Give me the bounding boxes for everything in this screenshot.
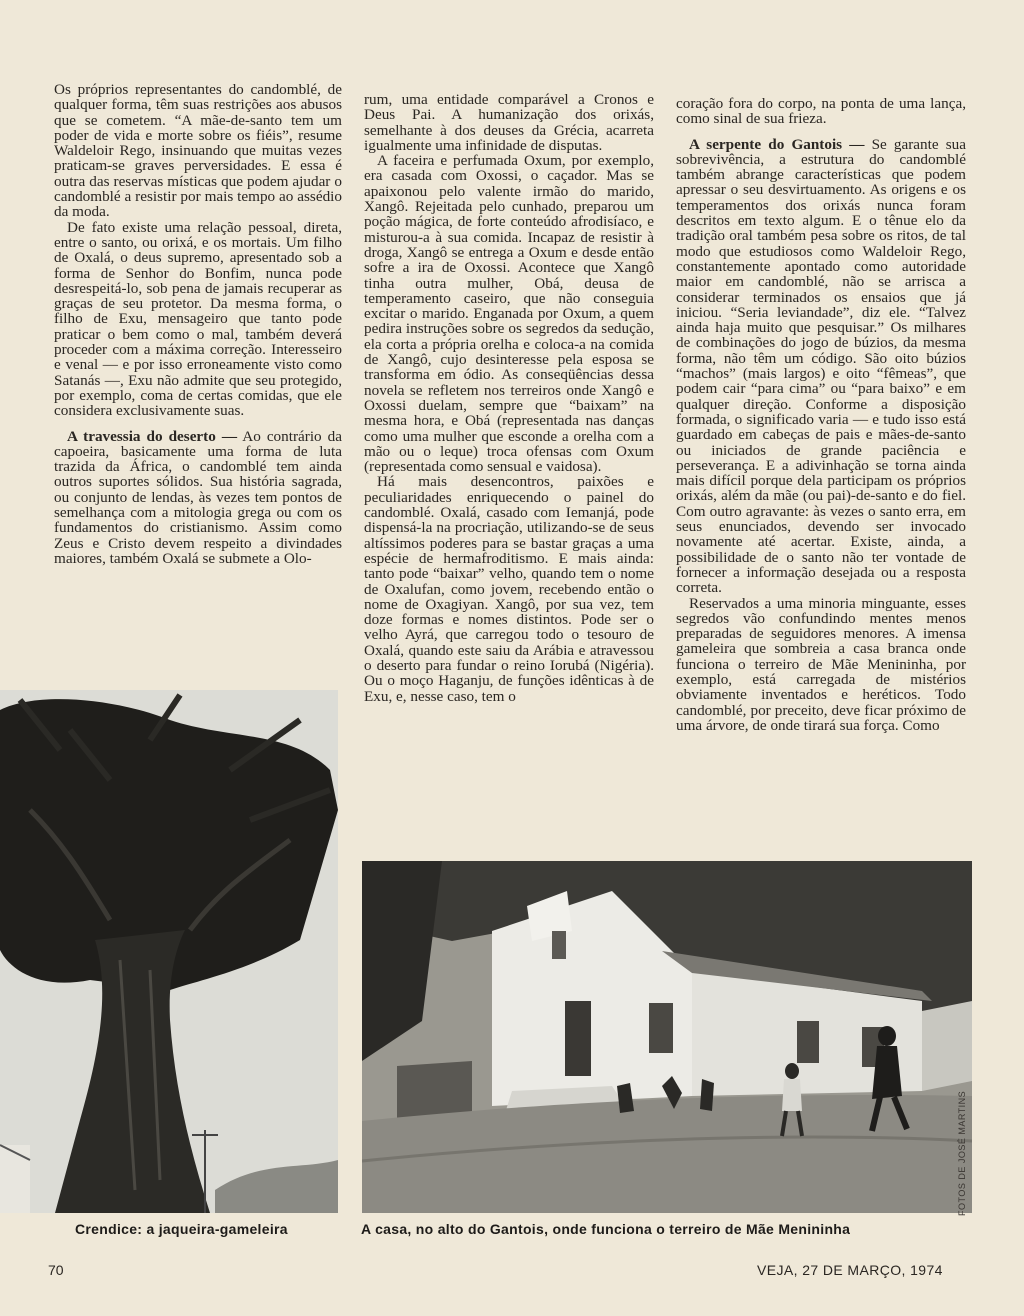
photo-credit: FOTOS DE JOSÉ MARTINS <box>957 1090 967 1216</box>
section-subhead: A serpente do Gantois — <box>689 135 865 153</box>
text-column-1 <box>54 82 342 566</box>
paragraph: A faceira e perfumada Oxum, por exemplo, era casada com Oxossi, o caçador. Mas se apaixonou pelo valente irmão do marido, Xangô. Rejeitada pelo cunhado, preparou um poção mágica, de forte conteúdo afrodisíaco, e misturou-a à sua comida. Incapaz de resistir à droga, Xangô se entrega a Oxum e desde então sofre a ira de Oxossi. Acontece que Xangô tinha outra mulher, Obá, deusa de temperamento caseiro, que não conseguia excitar o marido. Enganada por Oxum, a quem pedira instruções sobre os segredos da sedução, ela corta a própria orelha e coloca-a na comida de Xangô, cujo desinteresse pela esposa se transforma em ódio. As conseqüências dessa novela se refletem nos terreiros onde Xangô e Oxossi duelam, sempre que “baixam” na mesma hora, e Obá (representada nas danças como uma mulher que esconde a orelha com a mão ou o leque) troca ofensas com Oxum (representada como sensual e vaidosa). <box>364 152 654 476</box>
paragraph: Há mais desencontros, paixões e peculiaridades enriquecendo o painel do candomblé. Oxalá, casado com Iemanjá, pode dispensá-la na procriação, utilizando-se de seus altíssimos poderes para se bastar graças a uma espécie de hermafroditismo. E mais ainda: tanto pode “baixar” velho, quando tem o nome de Oxalufan, como jovem, recebendo então o nome de Oxagiyan. Xangô, por sua vez, tem doze formas e nomes distintos. Pode ser o velho Ayrá, que carregou todo o tesouro de Oxalá, quando este saiu da Arábia e atravessou o deserto para fundar o reino Iorubá (Nigéria). Ou o moço Haganju, de funções idênticas à de Exu, e, nesse caso, tem o <box>364 473 654 705</box>
tree-illustration <box>0 690 338 1213</box>
paragraph-with-subhead <box>676 137 966 596</box>
house-illustration <box>362 861 972 1213</box>
paragraph: rum, uma entidade comparável a Cronos e Deus Pai. A humanização dos orixás, semelhante à dos deuses da Grécia, acarreta igualmente uma infinidade de disputas. <box>364 91 654 154</box>
tree-photo <box>0 690 338 1213</box>
paragraph-text: Se garante sua sobrevivência, a estrutura do candomblé também abrange características que podem apressar o seu desvirtuamento. As origens e os temperamentos dos orixás nunca foram descritos em texto algum. E o tênue elo da tradição oral também pesa sobre os ritos, de tal modo que estudiosos como Waldeloir Rego, constantemente apontado como autoridade maior em candomblé, não se arrisca a considerar terminados os ensaios que já iniciou. “Seria leviandade”, diz ele. “Talvez ainda haja muito que pesquisar.” Os milhares de combinações do jogo de búzios, da mesma forma, não têm um código. São oito búzios “machos” (mais largos) e oito “fêmeas”, que podem cair “para cima” ou “para baixo” e em qualquer direção. Conforme a disposição formada, o significado varia — e tudo isso está guardado em cabeças de pais e mães-de-santo ou iniciados de grande paciência e perseverança. E a adivinhação se torna ainda mais difícil porque dela participam os próprios orixás, além da mãe (ou pai)-de-santo e do fiel. Com outro agravante: às vezes o santo erra, em seus enunciados, devendo ser invocado novamente até acertar. Existe, ainda, a possibilidade de o santo não ter vontade de fornecer a informação desejada ou a resposta correta. <box>676 135 966 597</box>
house-photo <box>362 861 972 1213</box>
text-column-2 <box>364 92 654 704</box>
paragraph: Os próprios representantes do candomblé, de qualquer forma, têm suas restrições aos abusos que se cometem. “A mãe-de-santo tem um poder de vida e morte sobre os fiéis”, resume Waldeloir Rego, insinuando que muitas vezes praticam-se graves perversidades. E essa é outra das reservas místicas que podem ajudar o candomblé a resistir por mais tempo ao assédio da moda. <box>54 81 342 221</box>
paragraph-text: Ao contrário da capoeira, basicamente uma forma de luta trazida da África, o candomblé tem ainda outros suportes sólidos. Sua história sagrada, ou conjunto de lendas, às vezes tem pontos de semelhança com a mitologia grega ou com os fundamentos do cristianismo. Assim como Zeus e Cristo devem respeito a divindades maiores, também Oxalá se submete a Olo- <box>54 427 342 567</box>
house-photo-caption: A casa, no alto do Gantois, onde funciona o terreiro de Mãe Menininha <box>361 1221 851 1237</box>
paragraph: Reservados a uma minoria minguante, esses segredos vão confundindo mentes menos preparadas de seguidores menores. A imensa gameleira que sombreia a casa branca onde funciona o terreiro de Mãe Menininha, por exemplo, está carregada de mistérios obviamente inventados e heréticos. Todo candomblé, por preceito, deve ficar próximo de uma árvore, de onde tirará sua força. Como <box>676 594 966 734</box>
section-subhead: A travessia do deserto — <box>67 427 238 445</box>
page-number: 70 <box>48 1262 64 1278</box>
issue-line: VEJA, 27 DE MARÇO, 1974 <box>757 1262 943 1278</box>
text-column-3 <box>676 96 966 733</box>
paragraph-with-subhead <box>54 429 342 567</box>
paragraph: coração fora do corpo, na ponta de uma lança, como sinal de sua frieza. <box>676 95 966 128</box>
tree-photo-caption: Crendice: a jaqueira-gameleira <box>75 1221 288 1237</box>
paragraph: De fato existe uma relação pessoal, direta, entre o santo, ou orixá, e os mortais. Um filho de Oxalá, o deus supremo, apresentado sob a forma de Senhor do Bonfim, nunca pode desrespeitá-lo, sob pena de jamais recuperar as graças de seu protetor. Da mesma forma, o filho de Exu, mensageiro que tanto pode praticar o bem como o mal, também deverá proceder com a máxima correção. Interesseiro e venal — e por isso erroneamente visto como Satanás —, Exu não admite que seu protegido, por exemplo, coma de certas comidas, que ele considera exclusivamente suas. <box>54 218 342 420</box>
